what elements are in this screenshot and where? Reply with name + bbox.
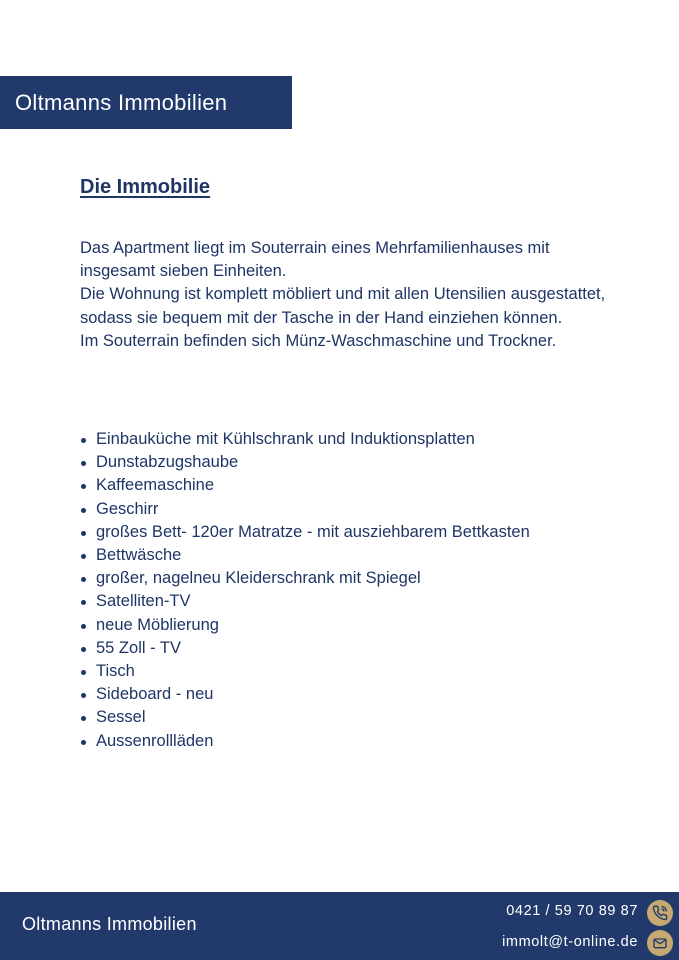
description-paragraph: Die Wohnung ist komplett möbliert und mit allen Utensilien ausgestattet, sodass sie bequem mit der Tasche in der Hand einziehen können. [80,285,606,327]
feature-item: Aussenrollläden [80,730,640,753]
feature-item: Sessel [80,706,640,729]
feature-item: Bettwäsche [80,544,640,567]
description-paragraph: Das Apartment liegt im Souterrain eines Mehrfamilienhauses mit insgesamt sieben Einheiten. [80,239,550,281]
feature-item: Tisch [80,660,640,683]
phone-icon [647,900,673,926]
feature-item: neue Möblierung [80,614,640,637]
feature-item: Satelliten-TV [80,590,640,613]
feature-item: Einbauküche mit Kühlschrank und Induktionsplatten [80,428,640,451]
feature-item: großer, nagelneu Kleiderschrank mit Spiegel [80,567,640,590]
footer-phone[interactable]: 0421 / 59 70 89 87 [506,903,638,919]
footer-company-name: Oltmanns Immobilien [22,914,197,934]
feature-item: Geschirr [80,498,640,521]
description-paragraph: Im Souterrain befinden sich Münz-Waschmaschine und Trockner. [80,331,557,350]
feature-item: Kaffeemaschine [80,474,640,497]
footer-email[interactable]: immolt@t-online.de [502,934,638,950]
feature-item: Sideboard - neu [80,683,640,706]
feature-item: Dunstabzugshaube [80,451,640,474]
feature-item: großes Bett- 120er Matratze - mit ausziehbarem Bettkasten [80,521,640,544]
property-description [80,237,620,353]
feature-list [80,428,640,753]
envelope-icon [647,930,673,956]
footer [0,892,679,960]
header-company-name: Oltmanns Immobilien [15,89,228,115]
section-title: Die Immobilie [80,176,211,198]
feature-item: 55 Zoll - TV [80,637,640,660]
header-banner [0,76,292,129]
